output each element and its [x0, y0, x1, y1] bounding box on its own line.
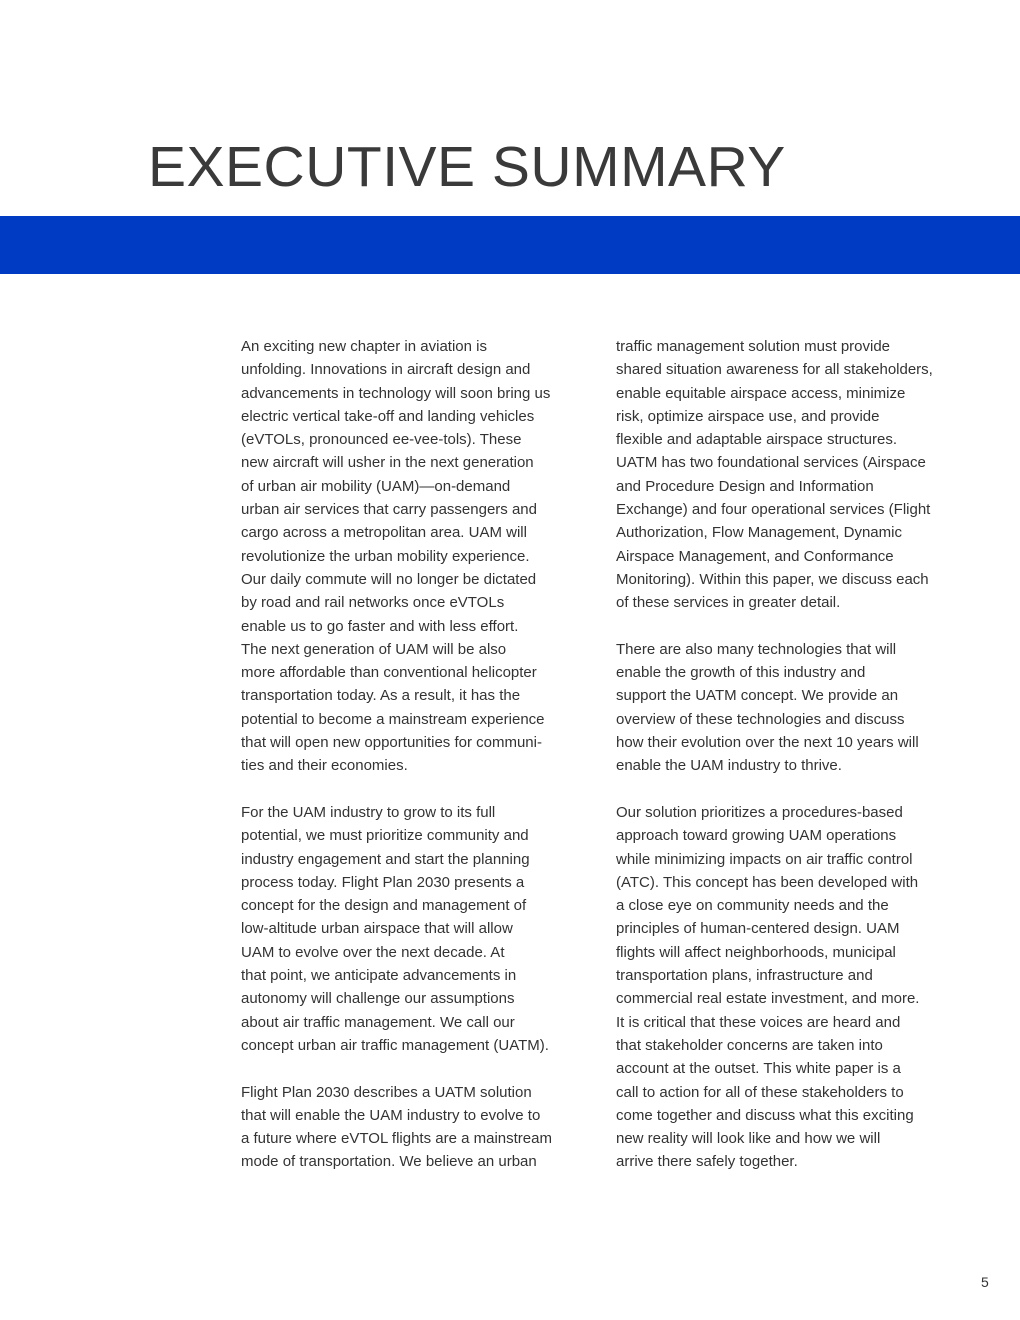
paragraph: There are also many technologies that will enable the growth of this industry and support the UATM concept. We provide an overview of these technologies and discuss how their evolution over the next 10 years will enable the UAM industry to thrive.	[616, 640, 919, 775]
paragraph: Flight Plan 2030 describes a UATM solution that will enable the UAM industry to evolve to a future where eVTOL flights are a mainstream mode of transportation. We believe an urban	[241, 1083, 552, 1171]
left-text-column	[241, 335, 601, 1197]
header-color-band	[0, 216, 1020, 274]
paragraph: traffic management solution must provide shared situation awareness for all stakeholders, enable equitable airspace access, minimize risk, optimize airspace use, and provide flexible and adaptable airspace structures. UATM has two foundational services (Airspace and Procedure Design and Information Exchange) and four operational services (Flight Authorization, Flow Management, Dynamic Airspace Management, and Conformance Monitoring). Within this paper, we discuss each of these services in greater detail.	[616, 338, 933, 612]
page-title: EXECUTIVE SUMMARY	[148, 135, 786, 199]
paragraph: Our solution prioritizes a procedures-based approach toward growing UAM operations while minimizing impacts on air traffic control (ATC). This concept has been developed with a close eye on community needs and the principles of human-centered design. UAM flights will affect neighborhoods, municipal transportation plans, infrastructure and commercial real estate investment, and more. It is critical that these voices are heard and that stakeholder concerns are taken into account at the outset. This white paper is a call to action for all of these stakeholders to come together and discuss what this exciting new reality will look like and how we will arrive there safely together.	[616, 803, 920, 1171]
page-number: 5	[981, 1274, 989, 1290]
paragraph: For the UAM industry to grow to its full potential, we must prioritize community and industry engagement and start the planning process today. Flight Plan 2030 presents a concept for the design and management of low-altitude urban airspace that will allow UAM to evolve over the next decade. At that point, we anticipate advancements in autonomy will challenge our assumptions about air traffic management. We call our concept urban air traffic management (UATM).	[241, 803, 549, 1054]
right-text-column	[616, 335, 976, 1197]
paragraph: An exciting new chapter in aviation is unfolding. Innovations in aircraft design and advancements in technology will soon bring us electric vertical take-off and landing vehicles (eVTOLs, pronounced ee-vee-tols). These new aircraft will usher in the next generation of urban air mobility (UAM)—on-demand urban air services that carry passengers and cargo across a metropolitan area. UAM will revolutionize the urban mobility experience. Our daily commute will no longer be dictated by road and rail networks once eVTOLs enable us to go faster and with less effort. The next generation of UAM will be also more affordable than conventional helicopter transportation today. As a result, it has the potential to become a mainstream experience that will open new opportunities for communi- ties and their economies.	[241, 338, 551, 775]
